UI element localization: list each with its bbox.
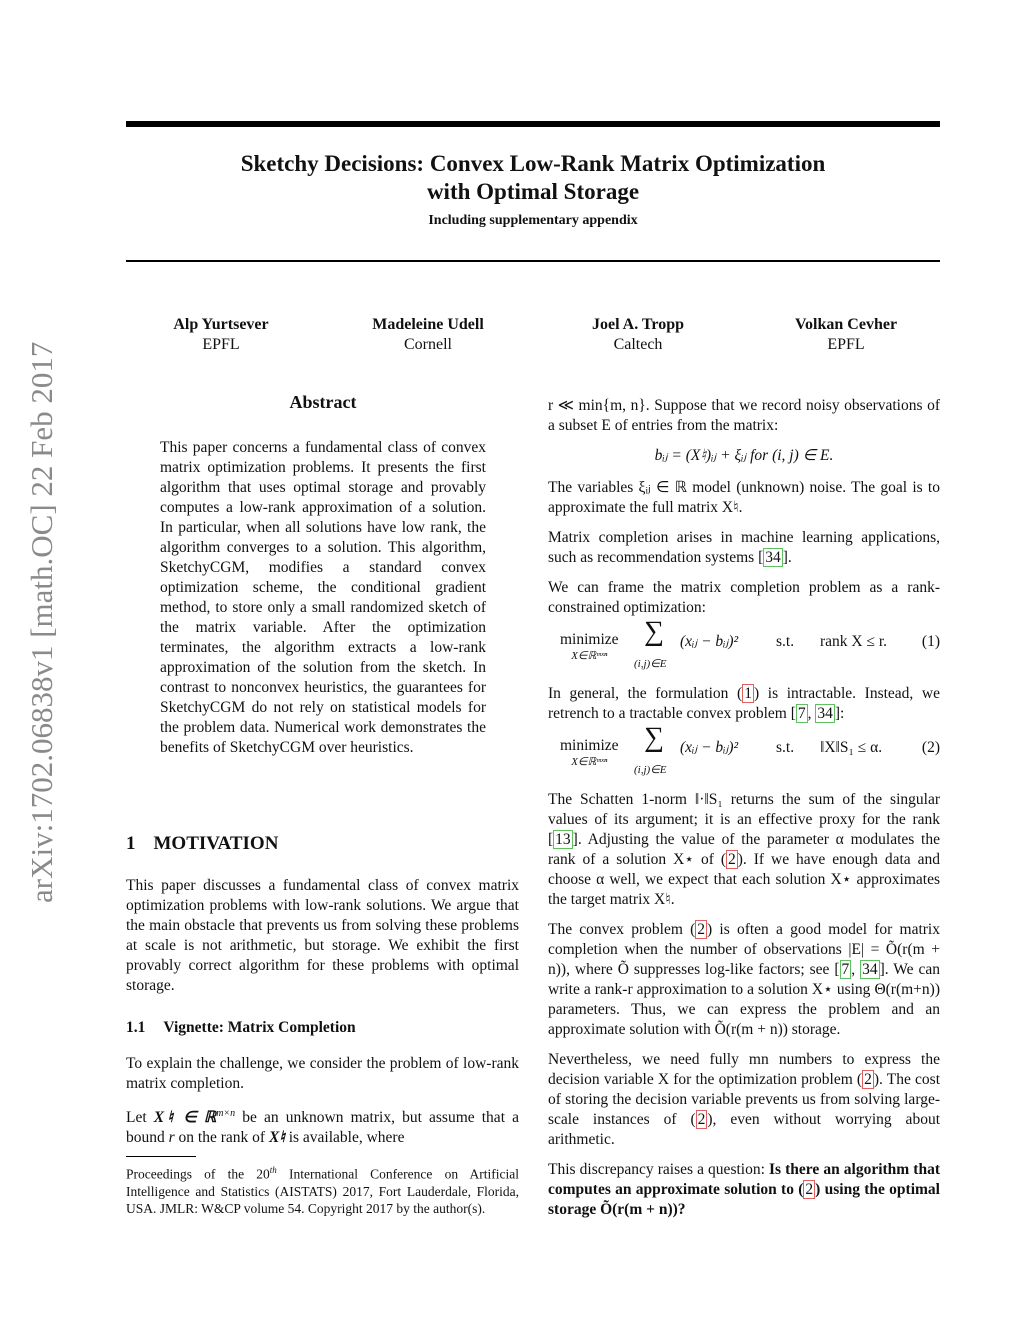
author-name: Alp Yurtsever: [173, 316, 269, 333]
arxiv-stamp: arXiv:1702.06838v1 [math.OC] 22 Feb 2017: [24, 341, 59, 903]
equation-number: (1): [921, 633, 940, 650]
equation-ref-link[interactable]: 2: [864, 1071, 872, 1088]
footnote-rule: [126, 1156, 196, 1157]
author-affiliation: Cornell: [404, 336, 452, 353]
citation-link[interactable]: 34: [817, 705, 833, 722]
paper-subtitle: Including supplementary appendix: [428, 213, 638, 228]
author-name: Volkan Cevher: [794, 316, 898, 333]
citation-link[interactable]: 13: [555, 831, 571, 848]
abstract-body: This paper concerns a fundamental class of convex matrix optimization problems. It presents the first algorithm that uses optimal storage and provably computes a low-rank approximation of a solution. In particular, when all solutions have low rank, the algorithm converges to a solution. This algorithm, SketchyCGM, modifies a standard convex optimization scheme, the conditional gradient method, to store only a small randomized sketch of the matrix variable. After the optimization terminates, the algorithm extracts a low-rank approximation of the solution from the sketch. In contrast to nonconvex heuristics, the guarantees for SketchyCGM do not rely on statistical models for the problem data. Numerical work demonstrates the benefits of SketchyCGM over heuristics.: [160, 439, 486, 756]
paragraph: We can frame the matrix completion problem as a rank-constrained optimization:: [548, 579, 940, 616]
paper-title: Sketchy Decisions: Convex Low-Rank Matrix Optimization with Optimal Storage: [240, 151, 826, 204]
equation-ref-link[interactable]: 2: [697, 1111, 706, 1128]
section-number: 1: [126, 833, 136, 854]
equation-ref-link[interactable]: 1: [744, 685, 752, 702]
author-block: [751, 315, 941, 355]
author-block: [126, 315, 316, 355]
paragraph: Matrix completion arises in machine learning applications, such as recommendation systems [ 34 ].: [548, 529, 940, 566]
author-affiliation: Caltech: [613, 336, 663, 353]
citation-link[interactable]: 7: [841, 961, 850, 978]
author-block: [543, 315, 733, 355]
equation-1: minimize X∈ℝᵐˣⁿ ∑ (i,j)∈E (xᵢⱼ − bᵢⱼ)² s.t. rank X ≤ r. (1): [560, 616, 940, 670]
equation-ref-link[interactable]: 2: [805, 1181, 814, 1198]
paragraph: Nevertheless, we need fully mn numbers to express the decision variable X for the optimization problem ( 2 ). The cost of storing the decision variable prevents us from solving large-scale instances of ( 2 ), even without worrying about arithmetic.: [548, 1051, 940, 1148]
paragraph: The Schatten 1-norm ‖·‖S₁ returns the sum of the singular values of its argument; it is an effective proxy for the rank [ 13 ]. Adjusting the value of the parameter α modulates the rank of a solution X⋆ of ( 2 ). If we have enough data and choose α well, we expect that each solution X⋆ approximates the target matrix X♮.: [548, 791, 940, 908]
subsection-body: [126, 1054, 519, 1158]
subsection-heading: [126, 1019, 356, 1037]
footnote: Proceedings of the 20th International Conference on Artificial Intelligence and Statistics (AISTATS) 2017, Fort Lauderdale, Florida, USA. JMLR: W&CP volume 54. Copyright 2017 by the author(s).: [126, 1165, 519, 1216]
paragraph: Let X♮ ∈ ℝ$^{m\times n}$ be an unknown matrix, but assume that a bound r on the rank of X♮ is available, where: [126, 1108, 519, 1147]
equation-ref-link[interactable]: 2: [727, 851, 736, 868]
equation-2: minimize X∈ℝᵐˣⁿ ∑ (i,j)∈E (xᵢⱼ − bᵢⱼ)² s.t. ‖X‖S₁ ≤ α. (2): [560, 722, 940, 776]
citation-link[interactable]: 7: [797, 705, 806, 722]
citation-link[interactable]: 34: [765, 549, 781, 566]
paragraph: The convex problem ( 2 ) is often a good model for matrix completion when the number of observations |E| = Õ(r(m + n)), where Õ suppresses log-like factors; see [ 7 , 34 ]. We can write a rank-r approximation to a solution X⋆ using Θ(r(m+n)) parameters. Thus, we can express the problem and an approximate solution with Õ(r(m + n)) storage.: [548, 921, 940, 1038]
title-bottom-rule: [126, 260, 940, 262]
right-column: [548, 396, 940, 1230]
abstract-heading: Abstract: [289, 392, 357, 412]
section-heading: [126, 833, 278, 855]
citation-link[interactable]: 34: [862, 961, 878, 978]
paragraph: To explain the challenge, we consider the problem of low-rank matrix completion.: [126, 1055, 519, 1092]
author-affiliation: EPFL: [827, 336, 865, 353]
equation-number: (2): [921, 739, 940, 756]
section-title: MOTIVATION: [153, 833, 279, 854]
author-name: Joel A. Tropp: [591, 316, 685, 333]
observation-equation: bᵢⱼ = (X♮)ᵢⱼ + ξᵢⱼ for (i, j) ∈ E.: [654, 447, 834, 464]
author-affiliation: EPFL: [202, 336, 240, 353]
subsection-number: 1.1: [126, 1019, 146, 1036]
author-block: [333, 315, 523, 355]
section-body: This paper discusses a fundamental class of convex matrix optimization problems with low-rank solutions. We argue that the main obstacle that prevents us from solving these problems at scale is not arithmetic, but storage. We exhibit the first provably correct algorithm for these problems with optimal storage.: [126, 877, 519, 994]
top-thick-rule: [126, 121, 940, 127]
subsection-title: Vignette: Matrix Completion: [163, 1019, 356, 1036]
paragraph: The variables ξᵢⱼ ∈ ℝ model (unknown) noise. The goal is to approximate the full matrix X♮.: [548, 479, 940, 516]
author-name: Madeleine Udell: [372, 316, 484, 333]
paragraph: In general, the formulation ( 1 ) is intractable. Instead, we retrench to a tractable convex problem [ 7 , 34 ]:: [548, 685, 940, 722]
equation-ref-link[interactable]: 2: [697, 921, 706, 938]
paragraph: r ≪ min{m, n}. Suppose that we record noisy observations of a subset E of entries from the matrix:: [548, 397, 940, 434]
paragraph: This discrepancy raises a question: Is there an algorithm that computes an approximate solution to ( 2 ) using the optimal storage Õ(r(m + n))?: [548, 1161, 940, 1218]
